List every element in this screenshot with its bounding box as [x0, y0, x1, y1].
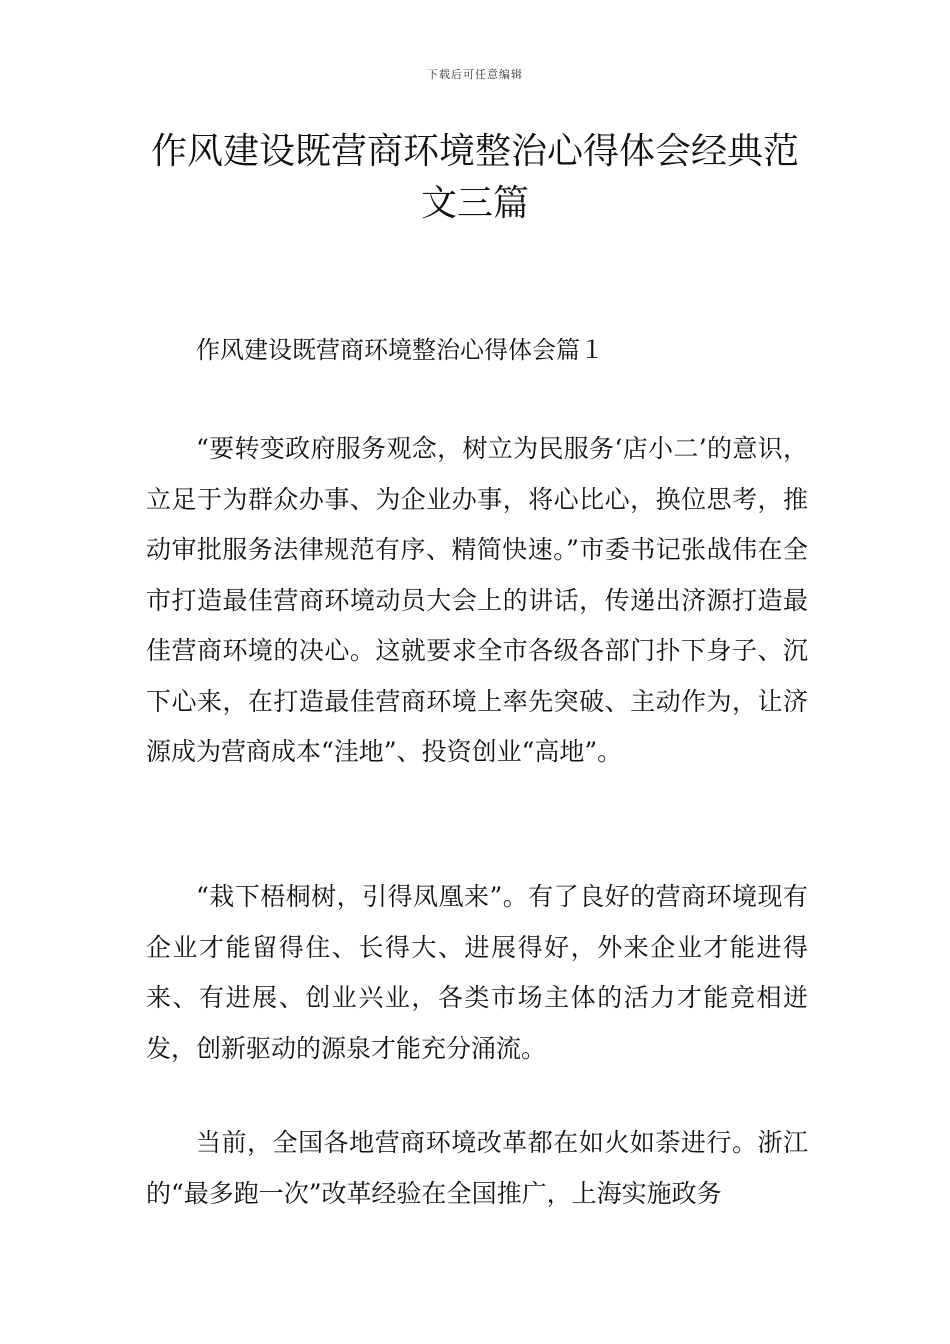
header-note: 下载后可任意编辑: [427, 68, 523, 81]
section-heading: 作风建设既营商环境整治心得体会篇１: [196, 336, 604, 364]
body-paragraph-2: “栽下梧桐树，引得凤凰来”。有了良好的营商环境现有企业才能留得住、长得大、进展得好，外来企业才能进得来、有进展、创业兴业，各类市场主体的活力才能竞相迸发，创新驱动的源泉才能充分涌流。: [146, 882, 808, 1063]
document-title: 作风建设既营商环境整治心得体会经典范文三篇: [150, 131, 799, 224]
body-paragraph-3: 当前，全国各地营商环境改革都在如火如荼进行。浙江的“最多跑一次”改革经验在全国推广，上海实施政务: [146, 1128, 808, 1208]
body-paragraph-1: “要转变政府服务观念，树立为民服务‘店小二’的意识，立足于为群众办事、为企业办事，将心比心，换位思考，推动审批服务法律规范有序、精简快速。”市委书记张战伟在全市打造最佳营商环境动员大会上的讲话，传递出济源打造最佳营商环境的决心。这就要求全市各级各部门扑下身子、沉下心来，在打造最佳营商环境上率先突破、主动作为，让济源成为营商成本“洼地”、投资创业“高地”。: [146, 434, 808, 766]
